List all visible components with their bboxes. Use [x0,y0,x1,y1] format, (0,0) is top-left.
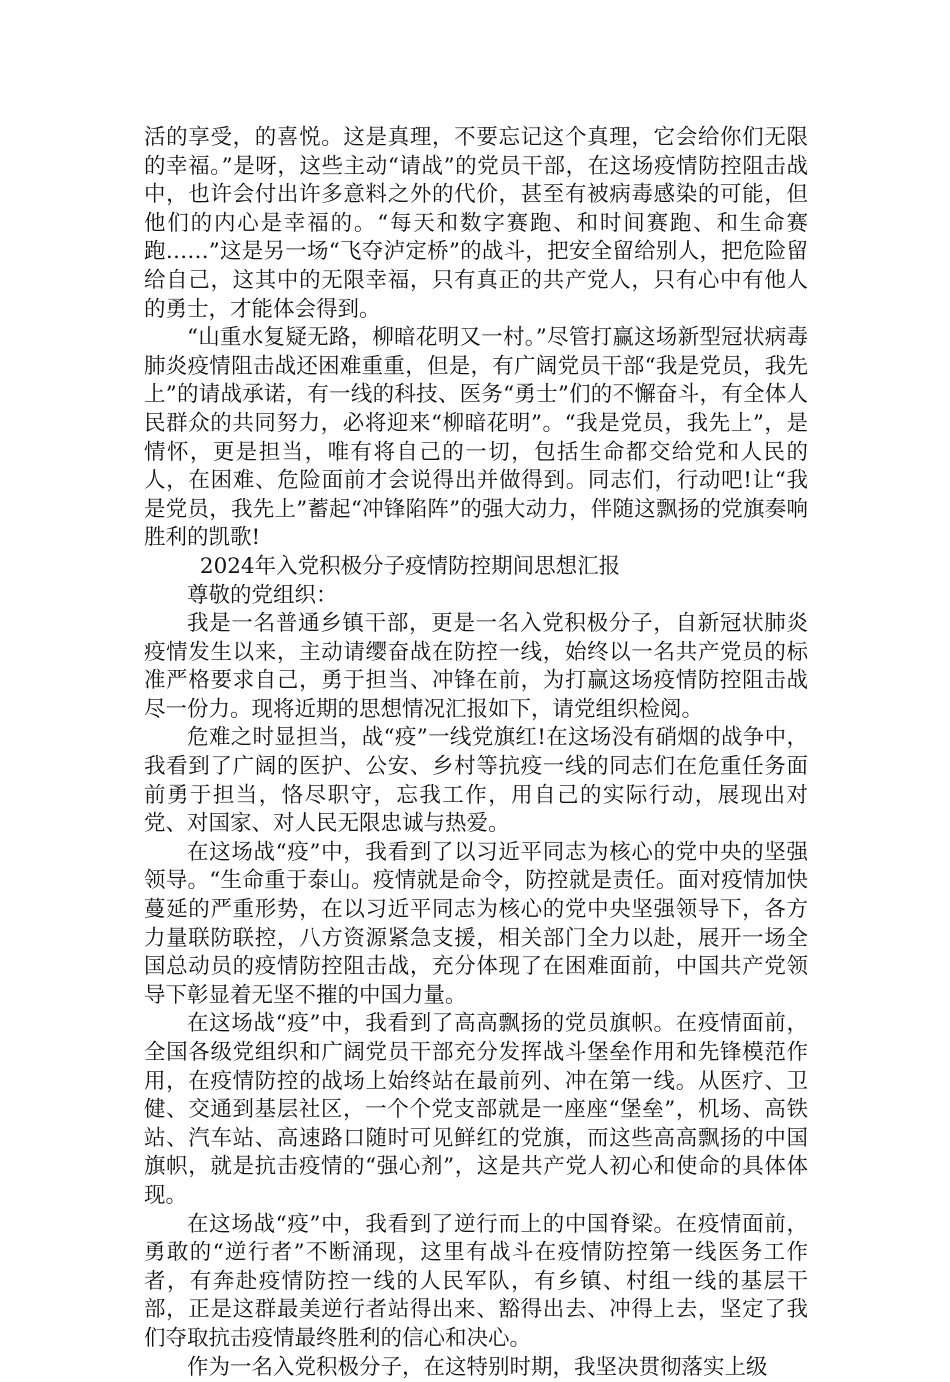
paragraph-mountain-quote: “山重水复疑无路，柳暗花明又一村。”尽管打赢这场新型冠状病毒肺炎疫情阻击战还困难重重，但是，有广阔党员干部“我是党员，我先上”的请战承诺，有一线的科技、医务“勇士”们的不懈奋斗，有全体人民群众的共同努力，必将迎来“柳暗花明”。“我是党员，我先上”，是情怀，更是担当，唯有将自己的一切，包括生命都交给党和人民的人，在困难、危险面前才会说得出并做得到。同志们，行动吧!让“我是党员，我先上”蓄起“冲锋陷阵”的强大动力，伴随这飘扬的党旗奏响胜利的凯歌! [144,325,808,551]
paragraph-commitment: 作为一名入党积极分子，在这特别时期，我坚决贯彻落实上级 [187,1354,768,1380]
paragraph-party-leadership: 在这场战“疫”中，我看到了以习近平同志为核心的党中央的坚强领导。“生命重于泰山。疫情就是命令，防控就是责任。面对疫情加快蔓延的严重形势，在以习近平同志为核心的党中央坚强领导下，各方力量联防联控，八方资源紧急支援，相关部门全力以赴，展开一场全国总动员的疫情防控阻击战，充分体现了在困难面前，中国共产党领导下彰显着无坚不摧的中国力量。 [144,839,808,1008]
paragraph-self-intro: 我是一名普通乡镇干部，更是一名入党积极分子，自新冠状肺炎疫情发生以来，主动请缨奋战在防控一线，始终以一名共产党员的标准严格要求自己，勇于担当、冲锋在前，为打赢这场疫情防控阻击战尽一份力。现将近期的思想情况汇报如下，请党组织检阅。 [144,611,808,722]
paragraph-crisis-responsibility: 危难之时显担当，战“疫”一线党旗红!在这场没有硝烟的战争中，我看到了广阔的医护、公安、乡村等抗疫一线的同志们在危重任务面前勇于担当，恪尽职守，忘我工作，用自己的实际行动，展现出对党、对国家、对人民无限忠诚与热爱。 [144,725,808,837]
paragraph-continuation: 活的享受，的喜悦。这是真理，不要忘记这个真理，它会给你们无限的幸福。”是呀，这些主动“请战”的党员干部，在这场疫情防控阻击战中，也许会付出许多意料之外的代价，甚至有被病毒感染的可能，但他们的内心是幸福的。“每天和数字赛跑、和时间赛跑、和生命赛跑……”这是另一场“飞夺泸定桥”的战斗，把安全留给别人，把危险留给自己，这其中的无限幸福，只有真正的共产党人，只有心中有他人的勇士，才能体会得到。 [144,125,808,322]
salutation: 尊敬的党组织： [187,582,338,608]
report-title: 2024年入党积极分子疫情防控期间思想汇报 [199,553,621,579]
paragraph-party-banner: 在这场战“疫”中，我看到了高高飘扬的党员旗帜。在疫情面前，全国各级党组织和广阔党员干部充分发挥战斗堡垒作用和先锋模范作用，在疫情防控的战场上始终站在最前列、冲在第一线。从医疗、卫健、交通到基层社区，一个个党支部就是一座座“堡垒”，机场、高铁站、汽车站、高速路口随时可见鲜红的党旗，而这些高高飘扬的中国旗帜，就是抗击疫情的“强心剂”，这是共产党人初心和使命的具体体现。 [144,1011,808,1208]
paragraph-backbone: 在这场战“疫”中，我看到了逆行而上的中国脊梁。在疫情面前，勇敢的“逆行者”不断涌现，这里有战斗在疫情防控第一线医务工作者，有奔赴疫情防控一线的人民军队，有乡镇、村组一线的基层干部，正是这群最美逆行者站得出来、豁得出去、冲得上去，坚定了我们夺取抗击疫情最终胜利的信心和决心。 [144,1211,808,1351]
document-body [144,124,808,1382]
